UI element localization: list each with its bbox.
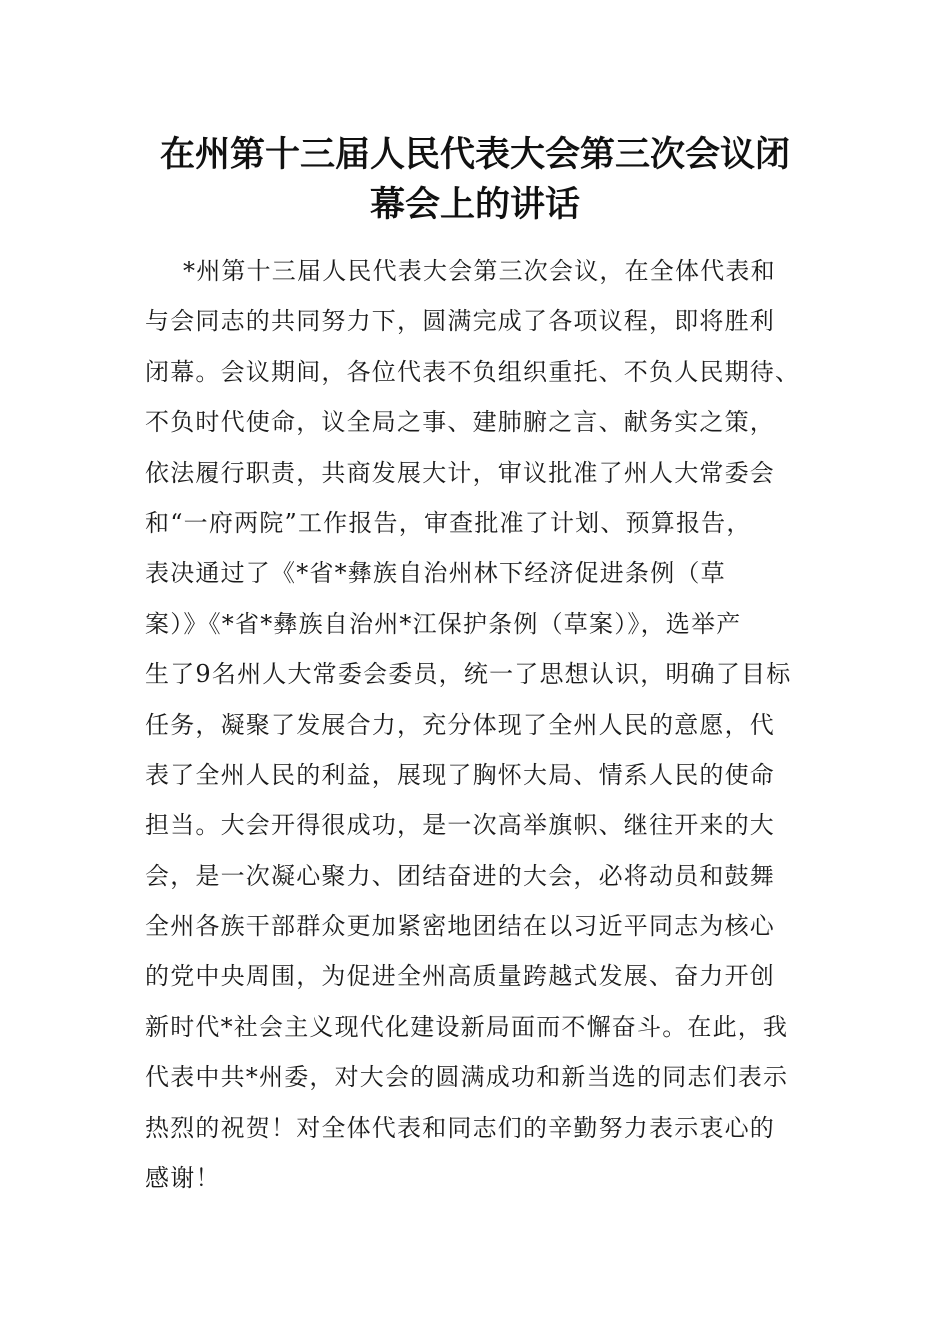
body-line: 案）》《*省*彝族自治州*江保护条例（草案）》，选举产 [145, 609, 742, 638]
body-line: 表了全州人民的利益，展现了胸怀大局、情系人民的使命 [145, 760, 775, 789]
body-line: 与会同志的共同努力下，圆满完成了各项议程，即将胜利 [145, 307, 775, 336]
body-line: 热烈的祝贺！对全体代表和同志们的辛勤努力表示衷心的 [145, 1113, 775, 1142]
body-line: 任务，凝聚了发展合力，充分体现了全州人民的意愿，代 [145, 710, 775, 739]
document-body [145, 255, 815, 1212]
body-line: 会，是一次凝心聚力、团结奋进的大会，必将动员和鼓舞 [145, 861, 775, 890]
body-line: 代表中共*州委，对大会的圆满成功和新当选的同志们表示 [145, 1063, 789, 1092]
document-title-line-2: 幕会上的讲话 [369, 184, 580, 225]
body-line: 不负时代使命，议全局之事、建肺腑之言、献务实之策， [145, 408, 775, 437]
body-line: 的党中央周围，为促进全州高质量跨越式发展、奋力开创 [145, 962, 775, 991]
body-line: 感谢！ [145, 1164, 221, 1193]
body-line: 依法履行职责，共商发展大计，审议批准了州人大常委会 [145, 458, 775, 487]
body-line: 全州各族干部群众更加紧密地团结在以习近平同志为核心 [145, 912, 775, 941]
document-title-line-1: 在州第十三届人民代表大会第三次会议闭 [159, 134, 790, 175]
body-line: 新时代*社会主义现代化建设新局面而不懈奋斗。在此，我 [145, 1012, 789, 1041]
body-line: 生了9名州人大常委会委员，统一了思想认识，明确了目标 [145, 660, 792, 689]
body-line: 和“一府两院”工作报告，审查批准了计划、预算报告， [145, 508, 752, 537]
body-line: 表决通过了《*省*彝族自治州林下经济促进条例（草 [145, 559, 726, 588]
body-line: 担当。大会开得很成功，是一次高举旗帜、继往开来的大 [145, 811, 775, 840]
body-line: *州第十三届人民代表大会第三次会议，在全体代表和 [183, 257, 776, 285]
body-line: 闭幕。会议期间，各位代表不负组织重托、不负人民期待、 [145, 357, 801, 386]
